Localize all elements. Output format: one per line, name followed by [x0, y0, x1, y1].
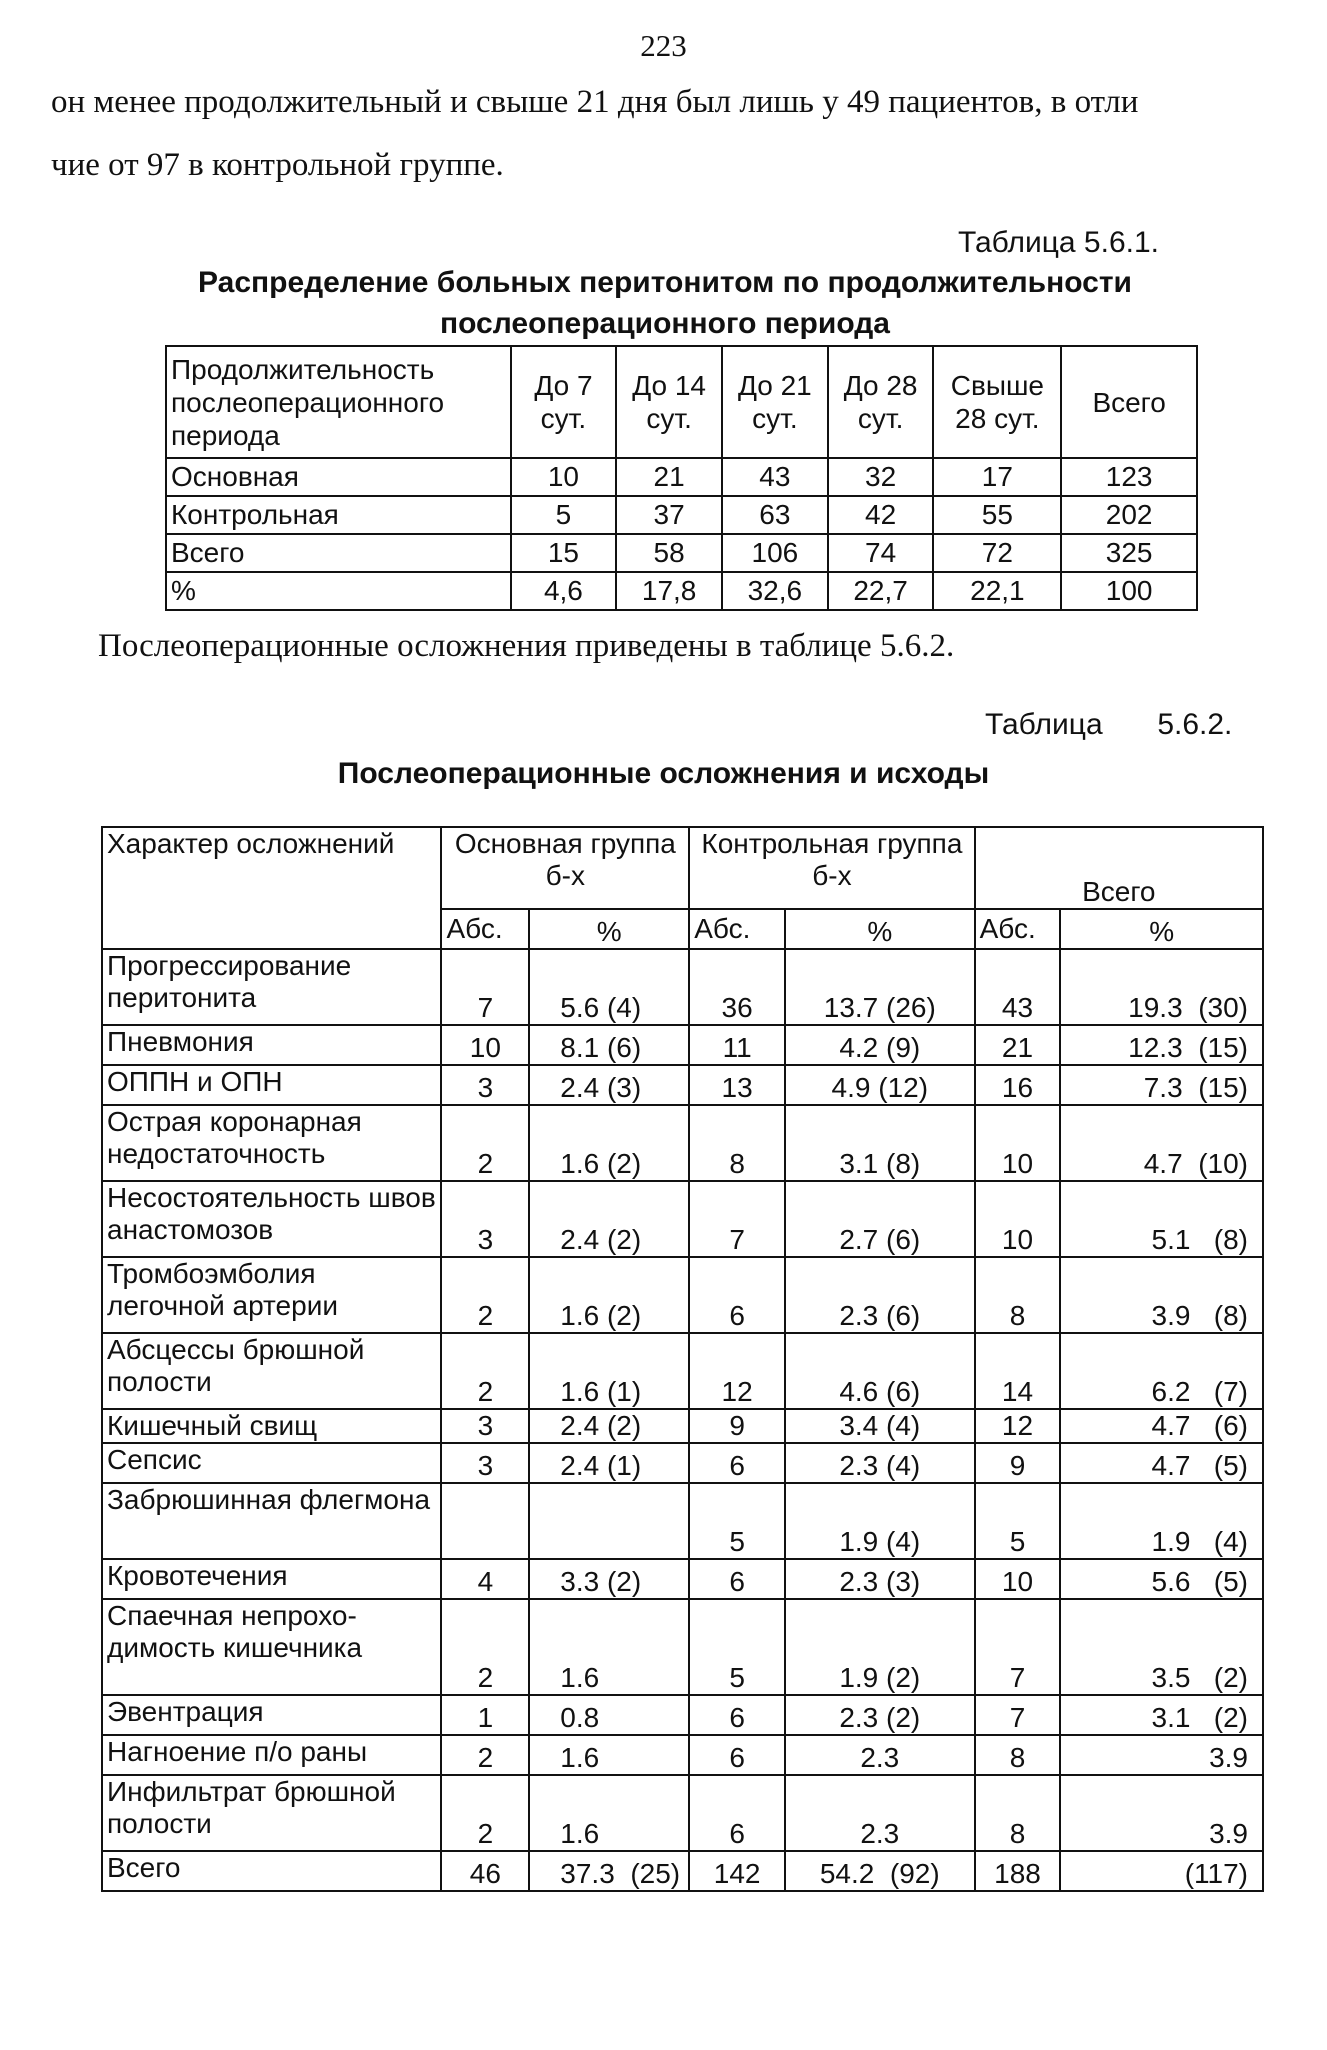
header-group-total: Всего — [975, 827, 1263, 909]
table-cell: 10 — [511, 458, 617, 496]
total-pct-cell: 19.3 (30) — [1060, 949, 1263, 1025]
subheader-abs: Абс. — [975, 909, 1061, 949]
complication-label: Всего — [102, 1851, 441, 1891]
control-pct-cell: 2.3 — [785, 1735, 975, 1775]
total-pct-cell: 6.2 (7) — [1060, 1333, 1263, 1409]
total-pct-cell: (117) — [1060, 1851, 1263, 1891]
table-row — [102, 1025, 1263, 1065]
total-abs-cell: 7 — [975, 1695, 1061, 1735]
table-cell: 63 — [722, 496, 828, 534]
main-pct-cell: 1.6 — [529, 1599, 689, 1695]
control-pct-cell: 3.4 (4) — [785, 1409, 975, 1443]
table-cell: 22,1 — [933, 572, 1061, 610]
control-pct-cell: 54.2 (92) — [785, 1851, 975, 1891]
main-abs-cell: 3 — [441, 1443, 529, 1483]
total-pct-cell: 4.7 (5) — [1060, 1443, 1263, 1483]
main-abs-cell: 7 — [441, 949, 529, 1025]
control-pct-cell: 3.1 (8) — [785, 1105, 975, 1181]
subheader-abs: Абс. — [441, 909, 529, 949]
total-pct-cell: 3.9 — [1060, 1735, 1263, 1775]
control-abs-cell: 5 — [689, 1599, 785, 1695]
subheader-pct: % — [529, 909, 689, 949]
control-abs-cell: 11 — [689, 1025, 785, 1065]
table-row — [166, 572, 1197, 610]
control-abs-cell: 9 — [689, 1409, 785, 1443]
total-abs-cell: 14 — [975, 1333, 1061, 1409]
table-row — [102, 1851, 1263, 1891]
control-pct-cell: 1.9 (2) — [785, 1599, 975, 1695]
table-cell: 72 — [933, 534, 1061, 572]
header-cell: Всего — [1061, 346, 1197, 458]
total-abs-cell: 10 — [975, 1105, 1061, 1181]
table-header-row — [102, 827, 1263, 909]
paragraph-line: он менее продолжительный и свыше 21 дня был лишь у 49 пациентов, в отли — [51, 84, 1139, 120]
table-row — [102, 1559, 1263, 1599]
total-pct-cell: 1.9 (4) — [1060, 1483, 1263, 1559]
header-group-main: Основная группа б-х — [441, 827, 689, 909]
main-pct-cell: 1.6 — [529, 1735, 689, 1775]
subheader-pct: % — [785, 909, 975, 949]
total-abs-cell: 5 — [975, 1483, 1061, 1559]
main-abs-cell: 2 — [441, 1333, 529, 1409]
main-pct-cell: 3.3 (2) — [529, 1559, 689, 1599]
table-cell: 5 — [511, 496, 617, 534]
table-cell: 106 — [722, 534, 828, 572]
control-abs-cell: 36 — [689, 949, 785, 1025]
total-pct-cell: 4.7 (6) — [1060, 1409, 1263, 1443]
complication-label: Несостоятельность швов анастомозов — [102, 1181, 441, 1257]
table-body — [102, 949, 1263, 1891]
table-row — [102, 1181, 1263, 1257]
header-cell: Свыше 28 сут. — [933, 346, 1061, 458]
control-pct-cell: 4.9 (12) — [785, 1065, 975, 1105]
main-pct-cell: 1.6 — [529, 1775, 689, 1851]
table-cell: 43 — [722, 458, 828, 496]
table-cell: 123 — [1061, 458, 1197, 496]
table-cell: 32,6 — [722, 572, 828, 610]
table-row — [102, 1333, 1263, 1409]
control-abs-cell: 6 — [689, 1257, 785, 1333]
control-pct-cell: 2.3 (4) — [785, 1443, 975, 1483]
control-pct-cell: 4.2 (9) — [785, 1025, 975, 1065]
main-abs-cell: 10 — [441, 1025, 529, 1065]
control-pct-cell: 2.3 (3) — [785, 1559, 975, 1599]
control-pct-cell: 1.9 (4) — [785, 1483, 975, 1559]
main-pct-cell: 2.4 (3) — [529, 1065, 689, 1105]
table-row — [166, 496, 1197, 534]
table-title: Распределение больных перитонитом по продолжительности послеоперационного периода — [198, 266, 1132, 340]
complication-label: Тромбоэмболия легочной артерии — [102, 1257, 441, 1333]
table-cell: 202 — [1061, 496, 1197, 534]
main-abs-cell: 3 — [441, 1181, 529, 1257]
control-abs-cell: 5 — [689, 1483, 785, 1559]
complication-label: Нагноение п/о раны — [102, 1735, 441, 1775]
table-cell: 17 — [933, 458, 1061, 496]
control-pct-cell: 13.7 (26) — [785, 949, 975, 1025]
header-cell: До 21 сут. — [722, 346, 828, 458]
total-pct-cell: 3.1 (2) — [1060, 1695, 1263, 1735]
total-pct-cell: 5.1 (8) — [1060, 1181, 1263, 1257]
complication-label: Пневмония — [102, 1025, 441, 1065]
table-row — [102, 1105, 1263, 1181]
table-row — [102, 1065, 1263, 1105]
paragraph-line: чие от 97 в контрольной группе. — [51, 147, 504, 183]
total-abs-cell: 188 — [975, 1851, 1061, 1891]
table-cell: 15 — [511, 534, 617, 572]
total-pct-cell: 7.3 (15) — [1060, 1065, 1263, 1105]
table-row — [166, 458, 1197, 496]
main-pct-cell: 2.4 (1) — [529, 1443, 689, 1483]
page-number: 223 — [640, 28, 687, 63]
control-pct-cell: 2.3 — [785, 1775, 975, 1851]
table-row — [102, 1257, 1263, 1333]
main-pct-cell: 2.4 (2) — [529, 1409, 689, 1443]
header-cell: До 7 сут. — [511, 346, 617, 458]
control-abs-cell: 142 — [689, 1851, 785, 1891]
table-cell: 55 — [933, 496, 1061, 534]
complication-label: Сепсис — [102, 1443, 441, 1483]
total-pct-cell: 12.3 (15) — [1060, 1025, 1263, 1065]
main-pct-cell: 2.4 (2) — [529, 1181, 689, 1257]
total-pct-cell: 3.9 (8) — [1060, 1257, 1263, 1333]
table-row — [102, 1735, 1263, 1775]
main-abs-cell: 2 — [441, 1599, 529, 1695]
main-pct-cell: 37.3 (25) — [529, 1851, 689, 1891]
total-abs-cell: 12 — [975, 1409, 1061, 1443]
table-row — [166, 534, 1197, 572]
total-abs-cell: 9 — [975, 1443, 1061, 1483]
total-abs-cell: 7 — [975, 1599, 1061, 1695]
header-cell: До 14 сут. — [616, 346, 722, 458]
row-label: Контрольная — [166, 496, 511, 534]
table-cell: 22,7 — [828, 572, 934, 610]
header-cell: Характер осложнений — [102, 827, 441, 949]
total-abs-cell: 8 — [975, 1775, 1061, 1851]
complication-label: Абсцессы брюшной полости — [102, 1333, 441, 1409]
total-pct-cell: 3.5 (2) — [1060, 1599, 1263, 1695]
table-cell: 325 — [1061, 534, 1197, 572]
complication-label: Острая коронарная недостаточность — [102, 1105, 441, 1181]
main-abs-cell: 2 — [441, 1257, 529, 1333]
table-caption-label: Таблица 5.6.1. — [957, 226, 1159, 259]
header-cell: Продолжительность послеоперационного периода — [166, 346, 511, 458]
main-abs-cell: 2 — [441, 1775, 529, 1851]
table-cell: 17,8 — [616, 572, 722, 610]
complications-table — [101, 826, 1264, 1892]
total-pct-cell: 5.6 (5) — [1060, 1559, 1263, 1599]
control-abs-cell: 6 — [689, 1559, 785, 1599]
control-abs-cell: 7 — [689, 1181, 785, 1257]
total-abs-cell: 8 — [975, 1257, 1061, 1333]
duration-table — [165, 345, 1198, 611]
main-abs-cell: 46 — [441, 1851, 529, 1891]
control-abs-cell: 6 — [689, 1443, 785, 1483]
control-abs-cell: 12 — [689, 1333, 785, 1409]
complication-label: Кишечный свищ — [102, 1409, 441, 1443]
complication-label: Прогрессирование перитонита — [102, 949, 441, 1025]
table-row — [102, 1695, 1263, 1735]
control-abs-cell: 8 — [689, 1105, 785, 1181]
paragraph: Послеоперационные осложнения приведены в таблице 5.6.2. — [98, 628, 955, 664]
table-row — [102, 1443, 1263, 1483]
main-pct-cell: 1.6 (2) — [529, 1257, 689, 1333]
total-abs-cell: 21 — [975, 1025, 1061, 1065]
complication-label: Кровотечения — [102, 1559, 441, 1599]
table-cell: 37 — [616, 496, 722, 534]
table-cell: 21 — [616, 458, 722, 496]
row-label: Основная — [166, 458, 511, 496]
table-cell: 58 — [616, 534, 722, 572]
complication-label: ОППН и ОПН — [102, 1065, 441, 1105]
main-abs-cell: 2 — [441, 1105, 529, 1181]
complication-label: Спаечная непрохо- димость кишечника — [102, 1599, 441, 1695]
table-caption-word: Таблица — [985, 708, 1103, 741]
table-caption-number: 5.6.2. — [1157, 708, 1233, 741]
main-abs-cell: 4 — [441, 1559, 529, 1599]
control-pct-cell: 4.6 (6) — [785, 1333, 975, 1409]
complication-label: Забрюшинная флегмона — [102, 1483, 441, 1559]
total-abs-cell: 10 — [975, 1559, 1061, 1599]
main-pct-cell: 0.8 — [529, 1695, 689, 1735]
row-label: % — [166, 572, 511, 610]
table-header-row — [166, 346, 1197, 458]
table-row — [102, 1775, 1263, 1851]
subheader-abs: Абс. — [689, 909, 785, 949]
table-row — [102, 1409, 1263, 1443]
main-abs-cell: 3 — [441, 1409, 529, 1443]
subheader-pct: % — [1060, 909, 1263, 949]
complication-label: Эвентрация — [102, 1695, 441, 1735]
total-pct-cell: 3.9 — [1060, 1775, 1263, 1851]
header-cell: До 28 сут. — [828, 346, 934, 458]
total-abs-cell: 10 — [975, 1181, 1061, 1257]
control-abs-cell: 6 — [689, 1735, 785, 1775]
control-pct-cell: 2.3 (6) — [785, 1257, 975, 1333]
total-pct-cell: 4.7 (10) — [1060, 1105, 1263, 1181]
main-pct-cell — [529, 1483, 689, 1559]
table-cell: 4,6 — [511, 572, 617, 610]
table-row — [102, 1483, 1263, 1559]
row-label: Всего — [166, 534, 511, 572]
total-abs-cell: 43 — [975, 949, 1061, 1025]
main-abs-cell: 1 — [441, 1695, 529, 1735]
table-row — [102, 949, 1263, 1025]
main-abs-cell: 2 — [441, 1735, 529, 1775]
main-abs-cell — [441, 1483, 529, 1559]
header-group-control: Контрольная группа б-х — [689, 827, 974, 909]
main-pct-cell: 8.1 (6) — [529, 1025, 689, 1065]
control-pct-cell: 2.3 (2) — [785, 1695, 975, 1735]
table-cell: 100 — [1061, 572, 1197, 610]
table-title: Послеоперационные осложнения и исходы — [337, 757, 990, 790]
complication-label: Инфильтрат брюшной полости — [102, 1775, 441, 1851]
total-abs-cell: 8 — [975, 1735, 1061, 1775]
table-row — [102, 1599, 1263, 1695]
table-cell: 42 — [828, 496, 934, 534]
table-caption-label — [985, 708, 1232, 742]
total-abs-cell: 16 — [975, 1065, 1061, 1105]
control-abs-cell: 13 — [689, 1065, 785, 1105]
control-pct-cell: 2.7 (6) — [785, 1181, 975, 1257]
control-abs-cell: 6 — [689, 1775, 785, 1851]
main-abs-cell: 3 — [441, 1065, 529, 1105]
control-abs-cell: 6 — [689, 1695, 785, 1735]
main-pct-cell: 1.6 (2) — [529, 1105, 689, 1181]
table-cell: 74 — [828, 534, 934, 572]
main-pct-cell: 1.6 (1) — [529, 1333, 689, 1409]
table-cell: 32 — [828, 458, 934, 496]
main-pct-cell: 5.6 (4) — [529, 949, 689, 1025]
